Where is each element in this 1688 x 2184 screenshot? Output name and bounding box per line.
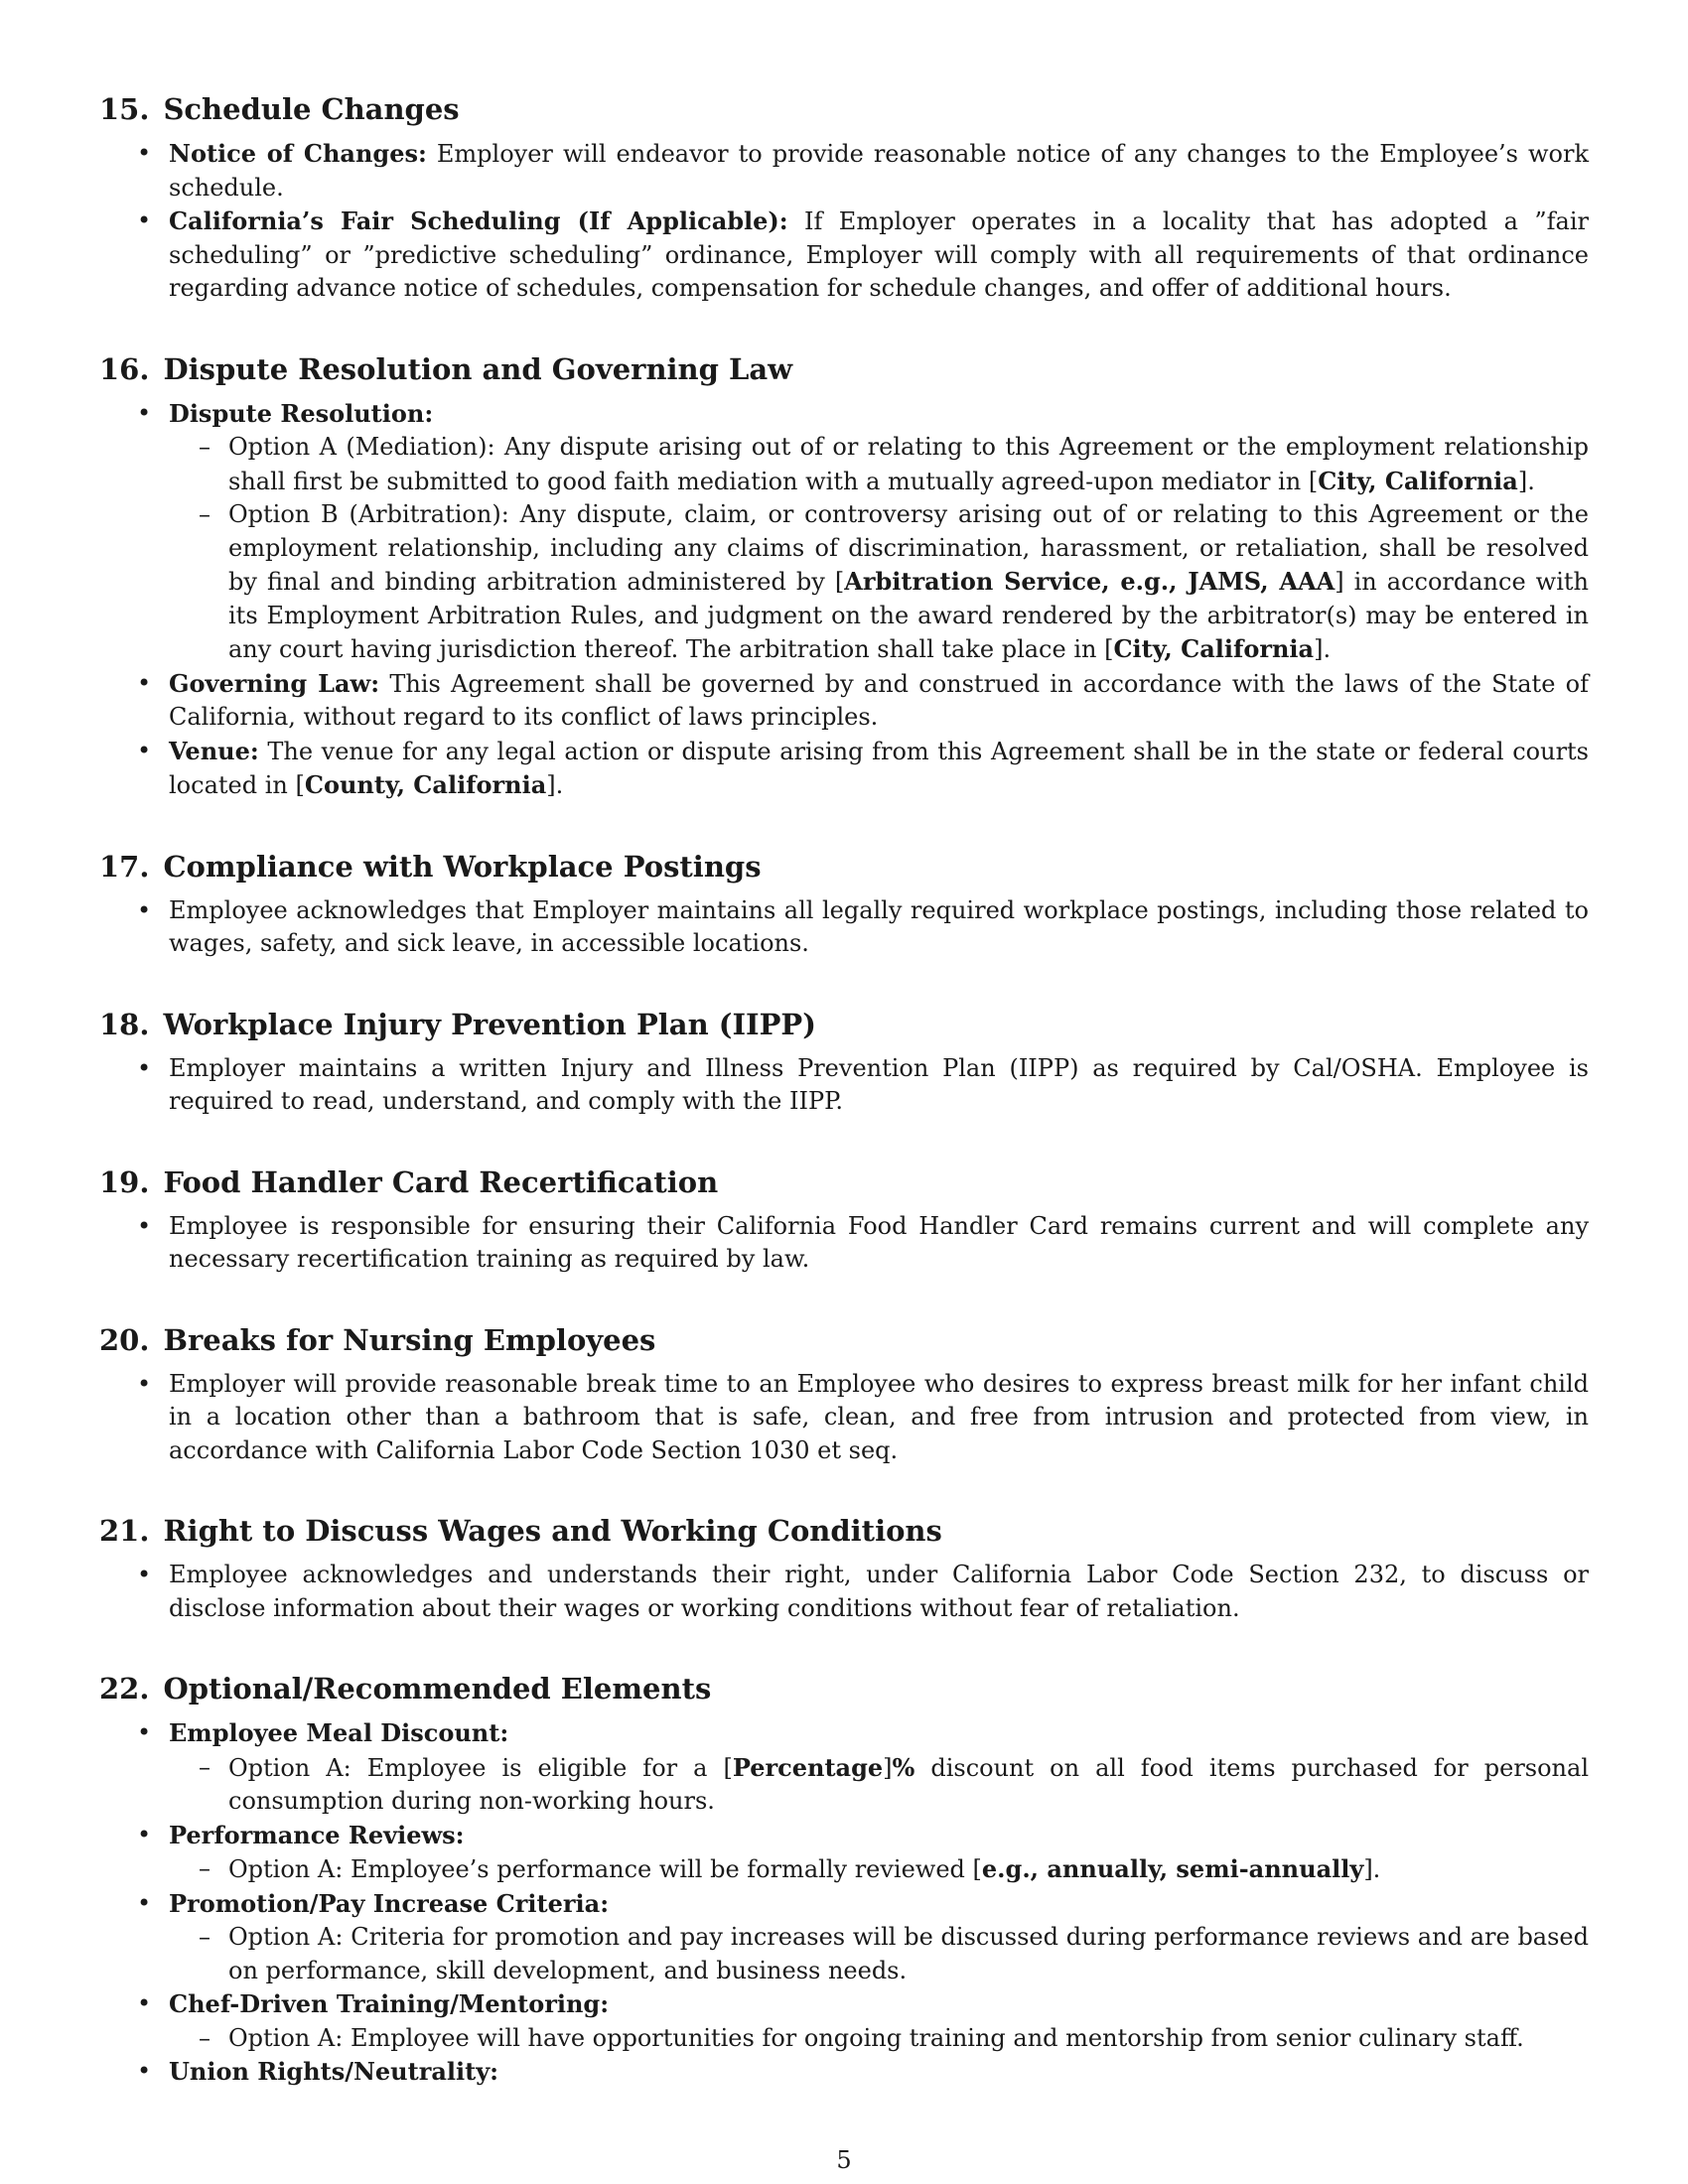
item-label: Notice of Changes: (169, 139, 427, 168)
item-text: Option A (Mediation): Any dispute arising out of or relating to this Agreement or the employment relationship shall first be submitted to good faith mediation with a mutually agreed-upon mediator in [ (228, 433, 1589, 495)
item-text: Employee acknowledges and understands their right, under California Labor Code Section 232, to discuss or disclose information about their wages or working conditions without fear of retaliation. (169, 1561, 1589, 1622)
section-heading (99, 1511, 1589, 1551)
item-text: Employee acknowledges that Employer maintains all legally required workplace postings, including those related to wages, safety, and sick leave, in accessible locations. (169, 895, 1589, 957)
item-label: Governing Law: (169, 668, 380, 698)
sub-list-item (99, 1751, 1589, 1819)
section-title: Schedule Changes (163, 92, 460, 126)
list-item (99, 1819, 1589, 1853)
section-heading (99, 89, 1589, 129)
list-item (99, 894, 1589, 961)
placeholder-text: Percentage (732, 1752, 884, 1782)
bullet-list (99, 1052, 1589, 1119)
bullet-list (99, 137, 1589, 306)
sub-list-item (99, 1921, 1589, 1987)
section-number: 22. (99, 1672, 150, 1706)
item-text: The venue for any legal action or dispute arising from this Agreement shall be in the state or federal courts located in [ (169, 737, 1590, 799)
bullet-list (99, 1559, 1589, 1625)
section-18 (99, 1005, 1589, 1119)
list-item (99, 2055, 1589, 2090)
section-title: Breaks for Nursing Employees (163, 1322, 656, 1357)
sub-list-item (99, 2022, 1589, 2056)
item-text: If Employer operates in a locality that has adopted a ”fair scheduling” or ”predictive scheduling” ordinance, Employer will comply with all requirements of that ordinance regarding advance notice of schedules, compensation for schedule changes, and offer of additional hours. (169, 207, 1590, 302)
section-title: Food Handler Card Recertification (163, 1164, 719, 1199)
list-item (99, 1368, 1589, 1468)
placeholder-text: % (892, 1752, 915, 1782)
item-text: ] (883, 1753, 893, 1782)
section-number: 19. (99, 1164, 150, 1199)
item-text: Employer will endeavor to provide reasonable notice of any changes to the Employee’s work schedule. (169, 140, 1590, 202)
placeholder-text: Arbitration Service, e.g., JAMS, AAA (844, 567, 1336, 596)
placeholder-text: City, California (1318, 466, 1518, 495)
list-item (99, 1559, 1589, 1625)
section-title: Optional/Recommended Elements (163, 1672, 712, 1706)
sub-list-item (99, 431, 1589, 498)
item-text: ]. (546, 771, 564, 799)
item-label: Chef-Driven Training/Mentoring: (169, 1989, 610, 2018)
section-number: 21. (99, 1514, 150, 1548)
bullet-list (99, 894, 1589, 961)
bullet-list (99, 1210, 1589, 1277)
list-item (99, 1210, 1589, 1277)
item-label: Dispute Resolution: (169, 398, 434, 428)
list-item (99, 1887, 1589, 1922)
section-number: 16. (99, 351, 150, 386)
item-label: Union Rights/Neutrality: (169, 2057, 499, 2086)
list-item (99, 137, 1589, 205)
section-number: 20. (99, 1322, 150, 1357)
section-number: 15. (99, 92, 150, 126)
placeholder-text: County, California (304, 770, 547, 799)
item-text: Option A: Employee is eligible for a [ (228, 1753, 733, 1782)
list-item (99, 205, 1589, 306)
list-item (99, 397, 1589, 432)
item-text: Employee is responsible for ensuring their California Food Handler Card remains current and will complete any necessary recertification training as required by law. (169, 1211, 1589, 1273)
section-15 (99, 89, 1589, 306)
section-21 (99, 1511, 1589, 1625)
item-text: ]. (1517, 467, 1535, 495)
item-text: This Agreement shall be governed by and construed in accordance with the laws of the State of California, without regard to its conflict of laws principles. (169, 669, 1589, 731)
sub-list-item (99, 1852, 1589, 1887)
item-text: Option A: Employee’s performance will be formally reviewed [ (228, 1855, 982, 1883)
section-20 (99, 1320, 1589, 1468)
section-heading (99, 847, 1589, 887)
placeholder-text: e.g., annually, semi-annually (981, 1854, 1364, 1883)
item-text: Option A: Criteria for promotion and pay increases will be discussed during performance reviews and are based on performance, skill development, and business needs. (228, 1923, 1589, 1984)
item-label: California’s Fair Scheduling (If Applicable): (169, 206, 788, 235)
list-item (99, 667, 1589, 735)
item-text: ]. (1363, 1855, 1381, 1883)
section-heading (99, 349, 1589, 389)
document-page (99, 89, 1589, 2133)
item-text: Option A: Employee will have opportunities for ongoing training and mentorship from senior culinary staff. (228, 2023, 1524, 2052)
section-title: Workplace Injury Prevention Plan (IIPP) (163, 1007, 816, 1041)
section-title: Dispute Resolution and Governing Law (163, 351, 793, 386)
section-heading (99, 1320, 1589, 1360)
section-number: 17. (99, 849, 150, 884)
section-number: 18. (99, 1007, 150, 1041)
section-title: Compliance with Workplace Postings (163, 849, 762, 884)
item-label: Performance Reviews: (169, 1820, 465, 1849)
section-19 (99, 1162, 1589, 1277)
bullet-list (99, 1368, 1589, 1468)
section-22 (99, 1669, 1589, 2090)
item-text: Employer maintains a written Injury and Illness Prevention Plan (IIPP) as required by Cal/OSHA. Employee is required to read, understand, and comply with the IIPP. (169, 1053, 1589, 1115)
bullet-list (99, 1716, 1589, 2090)
item-text: Employer will provide reasonable break time to an Employee who desires to express breast milk for her infant child in a location other than a bathroom that is safe, clean, and free from intrusion and protected from view, in accordance with California Labor Code Section 1030 et seq. (169, 1369, 1589, 1464)
placeholder-text: City, California (1113, 634, 1315, 663)
item-text: discount on all food items purchased for personal consumption during non-working hours. (228, 1753, 1589, 1815)
sub-list-item (99, 498, 1589, 667)
item-label: Venue: (169, 736, 259, 765)
item-label: Promotion/Pay Increase Criteria: (169, 1888, 610, 1918)
section-17 (99, 847, 1589, 961)
section-heading (99, 1005, 1589, 1044)
item-text: ] in accordance with its Employment Arbitration Rules, and judgment on the award rendered by the arbitrator(s) may be entered in any court having jurisdiction thereof. The arbitration shall take place in [ (228, 568, 1590, 663)
section-heading (99, 1669, 1589, 1708)
bullet-list (99, 397, 1589, 803)
item-text: ]. (1314, 635, 1332, 663)
list-item (99, 1052, 1589, 1119)
section-16 (99, 349, 1589, 803)
item-text: Option B (Arbitration): Any dispute, claim, or controversy arising out of or relating to this Agreement or the employment relationship, including any claims of discrimination, harassment, or retaliation, shall be resolved by final and binding arbitration administered by [ (228, 500, 1589, 596)
list-item (99, 735, 1589, 803)
list-item (99, 1716, 1589, 1751)
list-item (99, 1987, 1589, 2022)
section-title: Right to Discuss Wages and Working Conditions (163, 1514, 942, 1548)
item-label: Employee Meal Discount: (169, 1718, 509, 1747)
section-heading (99, 1162, 1589, 1202)
page-number: 5 (836, 2146, 852, 2174)
